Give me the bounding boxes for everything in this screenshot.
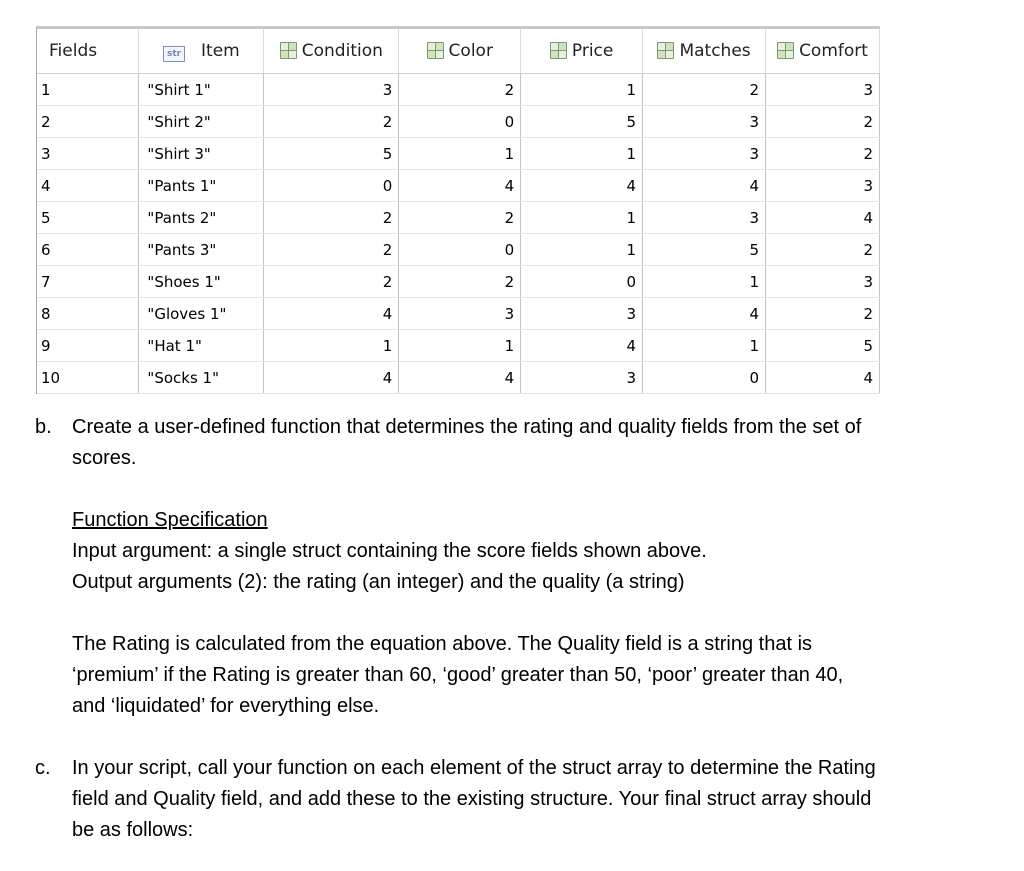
comfort-cell[interactable]: 3	[766, 170, 880, 202]
price-cell[interactable]: 3	[521, 362, 643, 394]
row-index-cell[interactable]: 4	[37, 170, 139, 202]
price-cell[interactable]: 1	[521, 202, 643, 234]
table-row	[37, 74, 880, 106]
price-cell[interactable]: 0	[521, 266, 643, 298]
section-c-line2: field and Quality field, and add these to the existing structure. Your final struct array should	[72, 788, 872, 810]
item-cell[interactable]: "Shirt 3"	[139, 138, 264, 170]
condition-cell[interactable]: 4	[264, 298, 399, 330]
column-header-price[interactable]	[521, 29, 643, 74]
matches-cell[interactable]: 5	[643, 234, 766, 266]
item-cell[interactable]: "Shirt 1"	[139, 74, 264, 106]
price-cell[interactable]: 3	[521, 298, 643, 330]
column-header-label: Color	[448, 41, 493, 61]
item-cell[interactable]: "Shirt 2"	[139, 106, 264, 138]
row-index-cell[interactable]: 2	[37, 106, 139, 138]
comfort-cell[interactable]: 2	[766, 138, 880, 170]
item-cell[interactable]: "Pants 2"	[139, 202, 264, 234]
table-row	[37, 330, 880, 362]
column-header-label: Condition	[301, 41, 383, 61]
table-row	[37, 298, 880, 330]
condition-cell[interactable]: 1	[264, 330, 399, 362]
color-cell[interactable]: 1	[399, 138, 521, 170]
table-header-row	[37, 29, 880, 74]
condition-cell[interactable]: 0	[264, 170, 399, 202]
column-header-label: Item	[201, 40, 240, 61]
string-type-icon: str	[163, 46, 185, 62]
condition-cell[interactable]: 2	[264, 234, 399, 266]
matches-cell[interactable]: 3	[643, 202, 766, 234]
section-b-intro-line2: scores.	[72, 447, 137, 469]
table-row	[37, 138, 880, 170]
comfort-cell[interactable]: 5	[766, 330, 880, 362]
price-cell[interactable]: 1	[521, 138, 643, 170]
item-cell[interactable]: "Gloves 1"	[139, 298, 264, 330]
price-cell[interactable]: 1	[521, 234, 643, 266]
matches-cell[interactable]: 2	[643, 74, 766, 106]
condition-cell[interactable]: 5	[264, 138, 399, 170]
section-c-line3: be as follows:	[72, 819, 194, 841]
matches-cell[interactable]: 0	[643, 362, 766, 394]
row-index-cell[interactable]: 7	[37, 266, 139, 298]
table-row	[37, 234, 880, 266]
item-cell[interactable]: "Pants 1"	[139, 170, 264, 202]
condition-cell[interactable]: 4	[264, 362, 399, 394]
color-cell[interactable]: 2	[399, 202, 521, 234]
struct-array-table	[37, 29, 880, 394]
column-header-matches[interactable]	[643, 29, 766, 74]
column-header-fields[interactable]	[37, 29, 139, 74]
section-b-marker: b.	[35, 416, 52, 438]
row-index-cell[interactable]: 10	[37, 362, 139, 394]
column-header-label: Price	[571, 41, 614, 61]
column-header-label: Matches	[679, 41, 751, 61]
matches-cell[interactable]: 3	[643, 106, 766, 138]
price-cell[interactable]: 4	[521, 170, 643, 202]
matches-cell[interactable]: 1	[643, 330, 766, 362]
table-row	[37, 106, 880, 138]
condition-cell[interactable]: 2	[264, 266, 399, 298]
item-cell[interactable]: "Shoes 1"	[139, 266, 264, 298]
numeric-grid-icon	[280, 42, 297, 59]
price-cell[interactable]: 4	[521, 330, 643, 362]
column-header-comfort[interactable]	[766, 29, 880, 74]
condition-cell[interactable]: 2	[264, 202, 399, 234]
item-cell[interactable]: "Pants 3"	[139, 234, 264, 266]
table-body	[37, 74, 880, 394]
item-cell[interactable]: "Hat 1"	[139, 330, 264, 362]
column-header-color[interactable]	[399, 29, 521, 74]
rating-description-line1: The Rating is calculated from the equation above. The Quality field is a string that is	[72, 633, 813, 655]
matches-cell[interactable]: 4	[643, 170, 766, 202]
price-cell[interactable]: 1	[521, 74, 643, 106]
color-cell[interactable]: 2	[399, 74, 521, 106]
row-index-cell[interactable]: 3	[37, 138, 139, 170]
comfort-cell[interactable]: 3	[766, 266, 880, 298]
color-cell[interactable]: 0	[399, 106, 521, 138]
numeric-grid-icon	[777, 42, 794, 59]
price-cell[interactable]: 5	[521, 106, 643, 138]
matches-cell[interactable]: 3	[643, 138, 766, 170]
comfort-cell[interactable]: 2	[766, 106, 880, 138]
numeric-grid-icon	[550, 42, 567, 59]
rating-description-line2: ‘premium’ if the Rating is greater than 60, ‘good’ greater than 50, ‘poor’ greater than 40,	[72, 664, 844, 686]
color-cell[interactable]: 0	[399, 234, 521, 266]
color-cell[interactable]: 4	[399, 170, 521, 202]
color-cell[interactable]: 4	[399, 362, 521, 394]
item-cell[interactable]: "Socks 1"	[139, 362, 264, 394]
comfort-cell[interactable]: 2	[766, 234, 880, 266]
color-cell[interactable]: 2	[399, 266, 521, 298]
function-spec-input: Input argument: a single struct containing the score fields shown above.	[72, 540, 707, 562]
row-index-cell[interactable]: 5	[37, 202, 139, 234]
column-header-item[interactable]	[139, 29, 264, 74]
section-c-marker: c.	[35, 757, 51, 779]
column-header-label: Comfort	[799, 41, 868, 61]
function-spec-output: Output arguments (2): the rating (an integer) and the quality (a string)	[72, 571, 685, 593]
color-cell[interactable]: 3	[399, 298, 521, 330]
row-index-cell[interactable]: 9	[37, 330, 139, 362]
condition-cell[interactable]: 3	[264, 74, 399, 106]
condition-cell[interactable]: 2	[264, 106, 399, 138]
row-index-cell[interactable]: 8	[37, 298, 139, 330]
function-spec-heading: Function Specification	[72, 509, 268, 531]
section-b-intro-line1: Create a user-defined function that determines the rating and quality fields from the set of	[72, 416, 862, 438]
table-row	[37, 202, 880, 234]
table-row	[37, 362, 880, 394]
comfort-cell[interactable]: 4	[766, 362, 880, 394]
row-index-cell[interactable]: 1	[37, 74, 139, 106]
color-cell[interactable]: 1	[399, 330, 521, 362]
matches-cell[interactable]: 4	[643, 298, 766, 330]
column-header-label: Fields	[49, 41, 98, 61]
rating-description-line3: and ‘liquidated’ for everything else.	[72, 695, 380, 717]
table-row	[37, 266, 880, 298]
comfort-cell[interactable]: 4	[766, 202, 880, 234]
table-row	[37, 170, 880, 202]
row-index-cell[interactable]: 6	[37, 234, 139, 266]
section-c-line1: In your script, call your function on each element of the struct array to determine the Rating	[72, 757, 876, 779]
numeric-grid-icon	[427, 42, 444, 59]
column-header-condition[interactable]	[264, 29, 399, 74]
comfort-cell[interactable]: 2	[766, 298, 880, 330]
comfort-cell[interactable]: 3	[766, 74, 880, 106]
numeric-grid-icon	[657, 42, 674, 59]
matches-cell[interactable]: 1	[643, 266, 766, 298]
struct-array-editor	[36, 26, 880, 394]
